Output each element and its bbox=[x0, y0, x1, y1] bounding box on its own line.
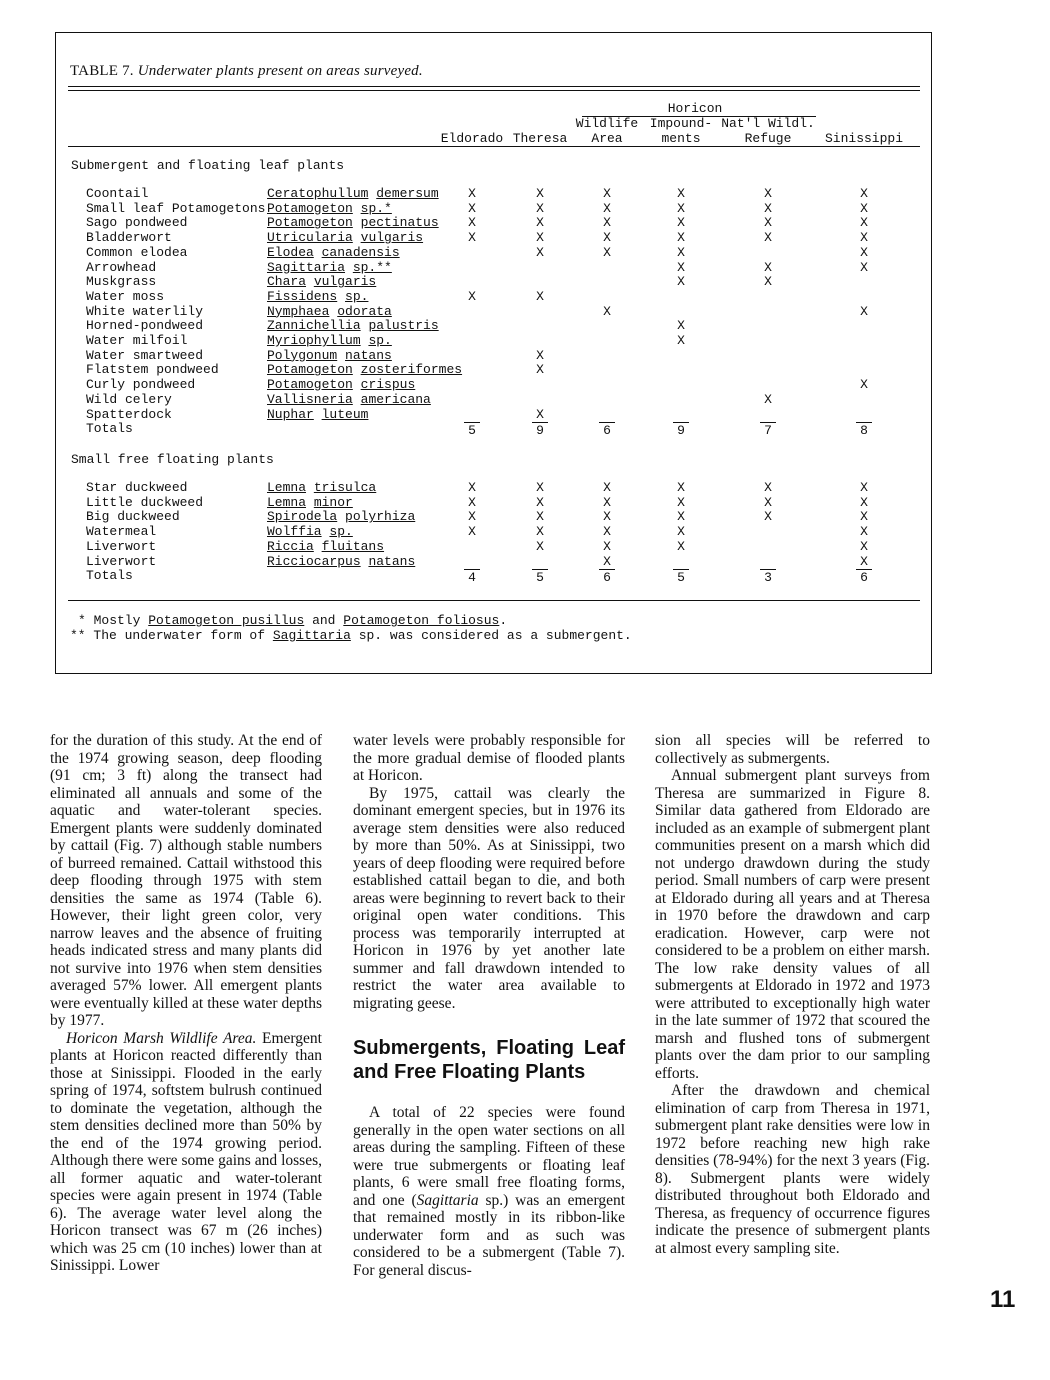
presence-mark: X bbox=[536, 186, 544, 201]
common-name: Arrowhead bbox=[86, 259, 157, 275]
presence-mark: X bbox=[764, 480, 772, 495]
presence-mark: X bbox=[764, 230, 772, 246]
presence-mark: X bbox=[860, 259, 868, 275]
total-value: 6 bbox=[592, 569, 622, 585]
presence-mark: X bbox=[536, 538, 544, 554]
common-name: Bladderwort bbox=[86, 230, 172, 246]
paragraph: A total of 22 species were found generally in the open water sections on all areas during the sampling. Fifteen of these were true submergents or floating leaf plants, 6 were small free floating forms, and one (Sagittaria sp.) was an emergent that remained mostly in its ribbon-like underwater form and as such was considered to be a submergent (Table 7). For general discus- bbox=[353, 1104, 626, 1279]
scientific-name: Sagittaria sp.** bbox=[267, 259, 392, 275]
presence-mark: X bbox=[764, 259, 772, 275]
scientific-name: Wolffia sp. bbox=[267, 524, 353, 540]
section-title: Submergent and floating leaf plants bbox=[71, 158, 345, 173]
total-value: 6 bbox=[592, 422, 622, 438]
common-name: Star duckweed bbox=[86, 480, 188, 495]
presence-mark: X bbox=[536, 230, 544, 246]
page-number: 11 bbox=[990, 1286, 1016, 1313]
presence-mark: X bbox=[603, 553, 611, 569]
scientific-name: Elodea canadensis bbox=[267, 244, 400, 260]
common-name: Watermeal bbox=[86, 524, 157, 540]
presence-mark: X bbox=[677, 244, 685, 260]
presence-mark: X bbox=[536, 494, 544, 510]
scientific-name: Zannichellia palustris bbox=[267, 318, 439, 334]
total-value: 9 bbox=[666, 422, 696, 438]
common-name: White waterlily bbox=[86, 303, 204, 319]
table-title-label: TABLE 7. bbox=[70, 63, 134, 79]
presence-mark: X bbox=[860, 480, 868, 495]
presence-mark: X bbox=[764, 509, 772, 525]
presence-mark: X bbox=[603, 303, 611, 319]
common-name: Common elodea bbox=[86, 244, 188, 260]
paragraph: sion all species will be referred to collectively as submergents. bbox=[655, 732, 930, 767]
presence-mark: X bbox=[860, 200, 868, 216]
presence-mark: X bbox=[677, 200, 685, 216]
scientific-name: Utricularia vulgaris bbox=[267, 230, 424, 246]
presence-mark: X bbox=[764, 200, 772, 216]
paragraph: Annual submergent plant surveys from Theresa are summarized in Figure 8. Similar data gathered from Eldorado are included as an example of submergent plant communities present on a marsh which did not undergo drawdown during the study period. Small numbers of carp were present at Eldorado during all years and at Theresa in 1970 before the drawdown and carp eradication. However, carp were not considered to be a problem on either marsh. The low rake density values of all submergents at Eldorado in 1972 and 1973 were attributed to exceptionally high water in the late summer of 1972 that scoured the marsh and flushed tons of submergent plants over the dam prior to our sampling efforts. bbox=[655, 767, 930, 1082]
scientific-name: Lemna trisulca bbox=[267, 480, 377, 495]
presence-mark: X bbox=[536, 362, 544, 378]
table-title bbox=[70, 63, 423, 80]
paragraph: By 1975, cattail was clearly the dominant emergent species, but in 1976 its average stem densities were also reduced by more than 50%. As at Sinissippi, two years of deep flooding were required before established cattail began to die, and both areas were beginning to revert back to their original open water conditions. This process was temporarily interrupted at Horicon in 1976 by yet another late summer and fall drawdown intended to restrict the water area available to migrating geese. bbox=[353, 784, 625, 1012]
presence-mark: X bbox=[536, 200, 544, 216]
presence-mark: X bbox=[860, 244, 868, 260]
presence-mark: X bbox=[468, 494, 476, 510]
scientific-name: Spirodela polyrhiza bbox=[267, 509, 416, 525]
total-value: 6 bbox=[849, 569, 879, 585]
presence-mark: X bbox=[860, 230, 868, 246]
presence-mark: X bbox=[764, 274, 772, 290]
presence-mark: X bbox=[764, 391, 772, 407]
total-value: 7 bbox=[753, 422, 783, 438]
common-name: Liverwort bbox=[86, 538, 157, 554]
presence-mark: X bbox=[536, 244, 544, 260]
presence-mark: X bbox=[677, 259, 685, 275]
presence-mark: X bbox=[677, 230, 685, 246]
common-name: Flatstem pondweed bbox=[86, 362, 219, 378]
section-heading: Submergents, Floating Leaf and Free Floating Plants bbox=[353, 1037, 625, 1083]
paragraph: for the duration of this study. At the end of the 1974 growing season, deep flooding (91 cm; 3 ft) along the transect had eliminated all annuals and some of the aquatic and water-tolerant species. Emergent plants were suddenly dominated by cattail (Fig. 7) although stable numbers of burreed remained. Cattail withstood this deep flooding through 1975 with stem densities the same as 1974 (Table 6). However, their light green color, very narrow leaves and the absence of fruiting heads indicated stress and many plants did not survive into 1976 when stem densities averaged 57% lower. All emergent plants were eventually killed at these water depths by 1977. bbox=[50, 732, 322, 1029]
presence-mark: X bbox=[860, 553, 868, 569]
presence-mark: X bbox=[860, 215, 868, 231]
common-name: Small leaf Potamogetons bbox=[86, 200, 266, 216]
common-name: Water moss bbox=[86, 288, 165, 304]
presence-mark: X bbox=[764, 186, 772, 201]
presence-mark: X bbox=[677, 494, 685, 510]
table-top-rule-2 bbox=[68, 90, 920, 91]
presence-mark: X bbox=[468, 509, 476, 525]
paragraph: water levels were probably responsible for the more gradual demise of flooded plants at Horicon. bbox=[353, 732, 625, 784]
common-name: Water milfoil bbox=[86, 333, 188, 348]
column-header: Eldorado bbox=[440, 131, 504, 146]
presence-mark: X bbox=[536, 288, 544, 304]
column-header-line1: Wildlife bbox=[575, 116, 639, 131]
total-value: 8 bbox=[849, 422, 879, 438]
presence-mark: X bbox=[603, 509, 611, 525]
presence-mark: X bbox=[468, 524, 476, 540]
presence-mark: X bbox=[860, 538, 868, 554]
presence-mark: X bbox=[677, 318, 685, 334]
presence-mark: X bbox=[468, 186, 476, 201]
total-value: 9 bbox=[525, 422, 555, 438]
common-name: Horned-pondweed bbox=[86, 318, 204, 334]
common-name: Water smartweed bbox=[86, 347, 204, 363]
common-name: Wild celery bbox=[86, 391, 172, 407]
presence-mark: X bbox=[764, 215, 772, 231]
presence-mark: X bbox=[860, 377, 868, 393]
common-name: Curly pondweed bbox=[86, 377, 196, 393]
presence-mark: X bbox=[603, 480, 611, 495]
scientific-name: Potamogeton crispus bbox=[267, 377, 416, 393]
common-name: Big duckweed bbox=[86, 509, 180, 525]
presence-mark: X bbox=[536, 480, 544, 495]
presence-mark: X bbox=[677, 215, 685, 231]
column-header: Sinissippi bbox=[824, 131, 903, 146]
paragraph: Horicon Marsh Wildlife Area. Emergent plants at Horicon reacted differently than those at Sinissippi. Flooded in the early spring of 1974, softstem bulrush continued to dominate the vegetation, although the stem densities declined more than 50% by the end of the 1974 growing period. Although there were some gains and losses, all former aquatic and water-tolerant species were again present in 1974 (Table 6). The average water level along the Horicon transect was 67 m (26 inches) which was 25 cm (10 inches) lower than at Sinissippi. Lower bbox=[50, 1029, 322, 1274]
header-rule bbox=[68, 146, 920, 147]
total-value: 4 bbox=[457, 569, 487, 585]
footnote-1: * Mostly Potamogeton pusillus and Potamogeton foliosus. bbox=[78, 613, 508, 628]
scientific-name: Lemna minor bbox=[267, 494, 353, 510]
total-value: 5 bbox=[457, 422, 487, 438]
presence-mark: X bbox=[536, 215, 544, 231]
presence-mark: X bbox=[860, 494, 868, 510]
text-column-2 bbox=[353, 732, 625, 1279]
column-header: ments bbox=[661, 131, 701, 146]
scientific-name: Myriophyllum sp. bbox=[267, 333, 392, 348]
presence-mark: X bbox=[603, 186, 611, 201]
scientific-name: Nymphaea odorata bbox=[267, 303, 392, 319]
presence-mark: X bbox=[468, 480, 476, 495]
scientific-name: Fissidens sp. bbox=[267, 288, 369, 304]
presence-mark: X bbox=[536, 509, 544, 525]
presence-mark: X bbox=[468, 288, 476, 304]
scientific-name: Vallisneria americana bbox=[267, 391, 431, 407]
footnote-2: ** The underwater form of Sagittaria sp. was considered as a submergent. bbox=[70, 628, 632, 643]
common-name: Spatterdock bbox=[86, 406, 172, 422]
totals-label: Totals bbox=[86, 568, 133, 584]
scientific-name: Chara vulgaris bbox=[267, 274, 377, 290]
scientific-name: Riccia fluitans bbox=[267, 538, 385, 554]
common-name: Liverwort bbox=[86, 553, 157, 569]
column-group-header: Horicon bbox=[667, 101, 723, 116]
presence-mark: X bbox=[536, 406, 544, 422]
totals-label: Totals bbox=[86, 421, 133, 437]
scientific-name: Potamogeton zosteriformes bbox=[267, 362, 463, 378]
subsection-heading: Horicon Marsh Wildlife Area. bbox=[66, 1029, 257, 1047]
section-title: Small free floating plants bbox=[71, 452, 274, 467]
presence-mark: X bbox=[764, 494, 772, 510]
presence-mark: X bbox=[860, 524, 868, 540]
common-name: Little duckweed bbox=[86, 494, 204, 510]
presence-mark: X bbox=[677, 509, 685, 525]
presence-mark: X bbox=[860, 186, 868, 201]
table-title-text: Underwater plants present on areas surveyed. bbox=[137, 63, 423, 79]
presence-mark: X bbox=[603, 244, 611, 260]
total-value: 5 bbox=[525, 569, 555, 585]
column-header: Area bbox=[591, 131, 623, 146]
presence-mark: X bbox=[603, 524, 611, 540]
presence-mark: X bbox=[468, 200, 476, 216]
common-name: Coontail bbox=[86, 186, 149, 201]
text-column-1 bbox=[50, 732, 322, 1275]
scientific-name: Ceratophullum demersum bbox=[267, 186, 439, 201]
presence-mark: X bbox=[536, 347, 544, 363]
column-header-line1: Impound- bbox=[649, 116, 713, 131]
column-header: Refuge bbox=[744, 131, 792, 146]
text-column-3 bbox=[655, 732, 930, 1257]
presence-mark: X bbox=[677, 524, 685, 540]
presence-mark: X bbox=[603, 494, 611, 510]
presence-mark: X bbox=[603, 215, 611, 231]
presence-mark: X bbox=[860, 303, 868, 319]
presence-mark: X bbox=[603, 538, 611, 554]
column-header: Theresa bbox=[512, 131, 568, 146]
total-value: 5 bbox=[666, 569, 696, 585]
presence-mark: X bbox=[677, 538, 685, 554]
presence-mark: X bbox=[677, 274, 685, 290]
scientific-name: Ricciocarpus natans bbox=[267, 553, 416, 569]
scientific-name: Nuphar luteum bbox=[267, 406, 369, 422]
table-bottom-rule bbox=[68, 600, 920, 601]
column-header-line1: Nat'l Wildl. bbox=[721, 116, 815, 131]
scientific-name: Potamogeton sp.* bbox=[267, 200, 392, 216]
scientific-name: Polygonum natans bbox=[267, 347, 392, 363]
paragraph: After the drawdown and chemical elimination of carp from Theresa in 1971, submergent plant rake densities were low in 1972 before reaching new high rake densities (78-94%) for the next 3 years (Fig. 8). Submergent plants were widely distributed throughout both Eldorado and Theresa, as frequency of occurrence figures indicate the presence of submergent plants at almost every sampling site. bbox=[655, 1082, 930, 1257]
presence-mark: X bbox=[603, 230, 611, 246]
presence-mark: X bbox=[468, 215, 476, 231]
presence-mark: X bbox=[677, 333, 685, 348]
common-name: Muskgrass bbox=[86, 274, 157, 290]
presence-mark: X bbox=[603, 200, 611, 216]
common-name: Sago pondweed bbox=[86, 215, 188, 231]
presence-mark: X bbox=[677, 186, 685, 201]
total-value: 3 bbox=[753, 569, 783, 585]
table-top-rule bbox=[68, 86, 920, 87]
scientific-name: Potamogeton pectinatus bbox=[267, 215, 439, 231]
presence-mark: X bbox=[536, 524, 544, 540]
presence-mark: X bbox=[677, 480, 685, 495]
presence-mark: X bbox=[860, 509, 868, 525]
presence-mark: X bbox=[468, 230, 476, 246]
